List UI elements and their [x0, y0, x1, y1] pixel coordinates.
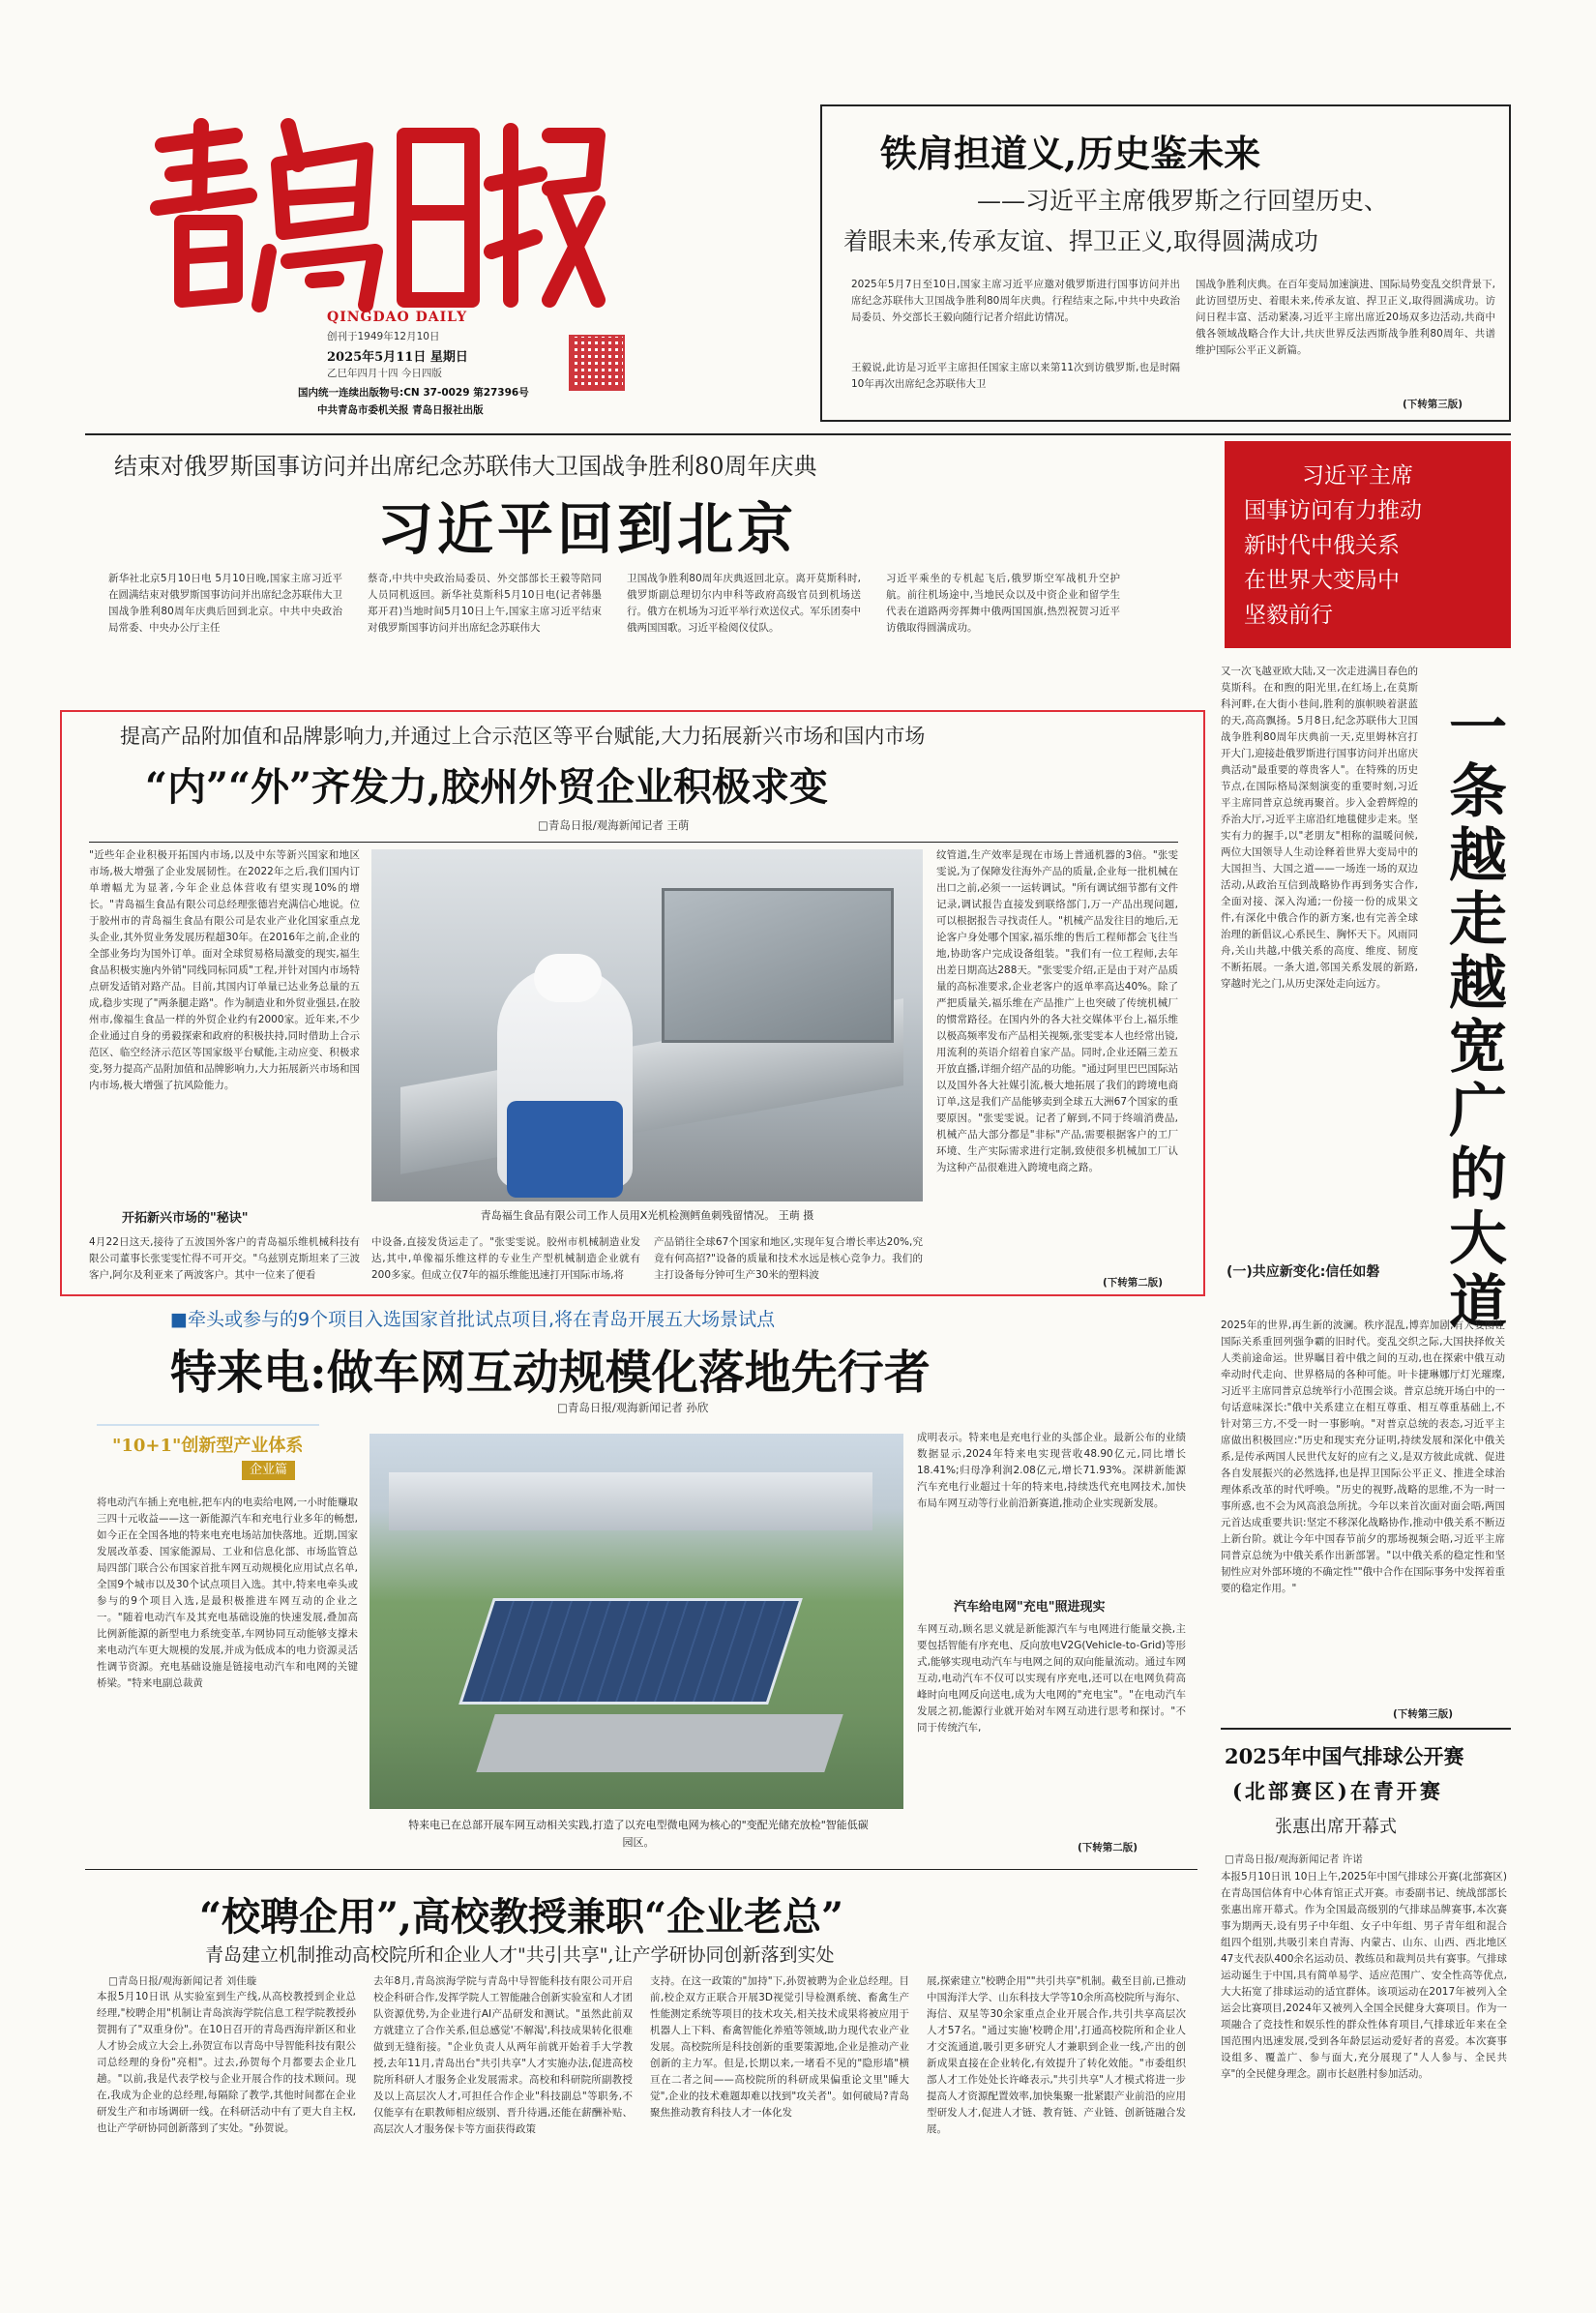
lead-col-3: 卫国战争胜利80周年庆典返回北京。离开莫斯科时,俄罗斯副总理切尔内申科等政府高级官员到机场送行。俄方在机场为习近平举行欢送仪式。军乐团奏中俄两国国歌。习近平检阅仪仗队。: [627, 573, 861, 634]
photo-parking-lot: [476, 1714, 842, 1772]
commentary-box-title: [1244, 459, 1505, 633]
commentary-vertical-title[interactable]: 一条越走越宽广的大道: [1439, 697, 1507, 1335]
tld-left-text: 将电动汽车插上充电桩,把车内的电卖给电网,一小时能赚取三四十元收益——这一新能源汽车和充电行业多年的畅想,如今正在全国各地的特来电充电场站加快落地。近期,国家发展改革委、国家能源局、工业和信息化部、市场监管总局四部门联合公布国家首批车网互动规模化应用试点名单,全国9个城市以及30个试点项目入选。其中,特来电牵头或参与的9个项目入选,是最积极推进车网互动的企业之一。"随着电动汽车及其充电基础设施的快速发展,叠加高比例新能源的新型电力系统变革,车网协同互动能够支撑未来电动汽车更大规模的发展,并成为低成本的电力资源灵活性调节资源。充电基础设施是链接电动汽车和电网的关键桥梁。"特来电副总裁黄: [97, 1497, 358, 1689]
tld-jump[interactable]: (下转第二版): [1078, 1842, 1138, 1853]
commentary-jump[interactable]: (下转第三版): [1393, 1708, 1454, 1720]
feature-section-title: 开拓新兴市场的"秘诀": [122, 1211, 249, 1226]
commentary-box-line: 习近平主席: [1302, 463, 1413, 489]
tld-photo-caption: 特来电已在总部开展车网互动相关实践,打造了以充电型微电网为核心的"变配光储充放检"智能低碳园区。: [408, 1819, 869, 1849]
feature-rule: [89, 842, 1178, 843]
university-col-1: 本报5月10日讯 从实验室到生产线,从高校教授到企业总经理,"校聘企用"机制让青岛滨海学院信息工程学院教授孙贺拥有了"双重身份"。在10日召开的青岛西海岸新区和业人才协会成立大会上,孙贺宣布以青岛中导智能科技有限公司总经理的身份"亮相"。过去,孙贺每个月都要去企业几趟。"以前,我是代表学校与企业开展合作的技术顾问。现在,我成为企业的总经理,每隔除了教学,其他时间都在企业研发生产和市场调研一线。在科研活动中有了更大自主权,也让产学研协同创新落到了实处。"孙贺说。: [97, 1991, 356, 2134]
tld-photo[interactable]: [369, 1434, 903, 1809]
top-story-subhead-1: ——习近平主席俄罗斯之行回望历史、: [977, 187, 1389, 215]
feature-kicker: 提高产品附加值和品牌影响力,并通过上合示范区等平台赋能,大力拓展新兴市场和国内市场: [120, 725, 926, 748]
feature-mid-text-2: 产品销往全球67个国家和地区,实现年复合增长率达20%,究竟有何高招?"设备的质量和技术水远是核心竞争力。我们的主打设备每分钟可生产30米的塑料波: [654, 1236, 923, 1281]
photo-apron: [507, 1101, 623, 1198]
masthead-logo-text: [85, 106, 89, 107]
top-story-box: [820, 104, 1511, 422]
volleyball-headline-1[interactable]: 2025年中国气排球公开赛: [1225, 1744, 1464, 1768]
top-story-col-1b: 王毅说,此访是习近平主席担任国家主席以来第11次到访俄罗斯,也是时隔10年再次出席纪念苏联伟大卫: [851, 362, 1180, 390]
commentary-box[interactable]: [1225, 441, 1511, 648]
feature-mid-text: 中设备,直接发货运走了。"张雯雯说。胶州市机械制造业发达,其中,单像福乐维这样的专业生产型机械制造企业就有200多家。但成立仅7年的福乐维能迅速打开国际市场,将: [371, 1236, 640, 1281]
logo-brushstroke-icon: [143, 106, 607, 319]
tld-headline[interactable]: 特来电:做车网互动规模化落地先行者: [170, 1346, 931, 1400]
feature-photo[interactable]: [371, 849, 923, 1201]
volleyball-sub: 张惠出席开幕式: [1275, 1817, 1397, 1837]
feature-headline[interactable]: “内”“外”齐发力,胶州外贸企业积极求变: [145, 764, 828, 810]
qr-code[interactable]: [569, 335, 625, 391]
tld-right-text: 成明表示。特来电是充电行业的头部企业。最新公布的业绩数据显示,2024年特来电实现营收48.90亿元,同比增长18.41%;归母净利润2.08亿元,增长71.93%。深耕新能源汽车充电行业超过十年的特来电,持续迭代充电网技术,加快布局车网互动等行业前沿新赛道,推动企业实现新发展。: [917, 1432, 1186, 1509]
volleyball-rule: [1221, 1728, 1511, 1730]
university-col-2: 去年8月,青岛滨海学院与青岛中导智能科技有限公司开启校企科研合作,发挥学院人工智能融合创新实验室和人才团队资源优势,为企业进行AI产品研发和测试。"虽然此前双方就建立了合作关系,但总感觉'不解渴',科技成果转化很难做到无缝衔接。"企业负责人从两年前就开始着手大学教授,去年11月,青岛出台"共引共享"人才实施办法,促进高校院所科研人才服务企业发展需求。高校和科研院所副教授及以上高层次人才,可担任合作企业"科技副总"等职务,不仅能享有在职教师相应级别、晋升待遇,还能在薪酬补贴、高层次人才服务保卡等方面获得政策: [373, 1975, 633, 2135]
photo-worker-cap: [534, 954, 602, 1002]
commentary-box-line: 坚毅前行: [1244, 603, 1333, 628]
top-story-headline[interactable]: 铁肩担道义,历史鉴未来: [880, 132, 1261, 175]
commentary-col-a: 又一次飞越亚欧大陆,又一次走进满目春色的莫斯科。在和煦的阳光里,在红场上,在莫斯科河畔,在大街小巷间,胜利的旗帜映着湛蓝的天,高高飘扬。5月8日,纪念苏联伟大卫国战争胜利80周年庆典前一天,克里姆林宫打开大门,迎接赴俄罗斯进行国事访问并出席庆典活动"最重要的尊贵客人"。在特殊的历史节点,在国际格局深刻演变的重要时刻,习近平主席同普京总统再聚首。步入金碧辉煌的乔治大厅,习近平主席沿红地毯健步走来。坚实有力的握手,以"老朋友"相称的温暖问候,两位大国领导人生动诠释着世界大变局中的大国担当、大国之道——一场连一场的双边活动,从政治互信到战略协作再到务实合作,全面对接、深入沟通;一份接一份的成果文件,有深化中俄合作的新方案,也有完善全球治理的新倡议,心系民生、胸怀天下。风雨同舟,关山共越,中俄关系的高度、维度、韧度不断拓展。一条大道,邻国关系发展的新路,穿越时光之门,从历史深处走向远方。: [1221, 666, 1418, 990]
tld-right-text-2: 车网互动,顾名思义就是新能源汽车与电网进行能量交换,主要包括智能有序充电、反向放电V2G(Vehicle-to-Grid)等形式,能够实现电动汽车与电网之间的双向能量流动。通过车网互动,电动汽车不仅可以实现有序充电,还可以在电网负荷高峰时向电网反向送电,成为大电网的"充电宝"。"在电动汽车发展之初,能源行业就开始对车网互动进行思考和探讨。"不同于传统汽车,: [917, 1623, 1186, 1734]
top-story-col-2: 国战争胜利庆典。在百年变局加速演进、国际局势变乱交织背景下,此访回望历史、着眼未来,传承友谊、捍卫正义,取得圆满成功。访问日程丰富、活动紧凑,习近平主席出席近20场双多边活动,共商中俄各领域战略合作大计,共庆世界反法西斯战争胜利80周年、共谱维护国际公平正义新篇。: [1196, 279, 1495, 356]
lead-col-1: 新华社北京5月10日电 5月10日晚,国家主席习近平在圆满结束对俄罗斯国事访问并出席纪念苏联伟大卫国战争胜利80周年庆典后回到北京。中共中央政治局常委、中央办公厅主任: [108, 573, 342, 634]
tld-tag: [97, 1424, 319, 1482]
masthead-issn: 国内统一连续出版物号:CN 37-0029 第27396号: [298, 387, 529, 399]
masthead-lunar: 乙巳年四月十四 今日四版: [327, 368, 442, 379]
top-story-jump[interactable]: (下转第三版): [1403, 399, 1463, 410]
university-byline: □青岛日报/观海新闻记者 刘佳璇: [108, 1975, 257, 1987]
newspaper-logo: [143, 106, 607, 319]
volleyball-byline: □青岛日报/观海新闻记者 许诺: [1225, 1853, 1363, 1865]
lead-kicker: 结束对俄罗斯国事访问并出席纪念苏联伟大卫国战争胜利80周年庆典: [114, 453, 817, 480]
lead-col-4: 习近平乘坐的专机起飞后,俄罗斯空军战机升空护航。前往机场途中,当地民众以及中资企业和留学生代表在道路两旁挥舞中俄两国国旗,热烈祝贺习近平访俄取得圆满成功。: [886, 573, 1120, 634]
commentary-box-line: 国事访问有力推动: [1244, 498, 1422, 523]
commentary-section: (一)共应新变化:信任如磐: [1227, 1264, 1380, 1280]
volleyball-text: 本报5月10日讯 10日上午,2025年中国气排球公开赛(北部赛区)在青岛国信体育中心体育馆正式开赛。市委副书记、统战部部长张惠出席开幕式。作为全国最高级别的气排球品牌赛事,本次赛事为期两天,设有男子中年组、女子中年组、男子青年组和混合组四个组别,共吸引来自青海、内蒙古、山东、山西、西北地区47支代表队400余名运动员、教练员和裁判员共有赛事。气排球运动诞生于中国,具有简单易学、适应范围广、安全性高等优点,大大拓宽了排球运动的适宜群体。该项运动在2017年被列入全运会比赛项目,2024年又被列入全国全民健身大赛项目。作为一项融合了竞技性和娱乐性的群众性体育项目,气排球近年来在全国范围内迅速发展,受到各年龄层运动爱好者的喜爱。本次赛事设组多、覆盖广、参与面大,充分展现了"人人参与、全民共享"的全民健身理念。副市长赵胜村参加活动。: [1221, 1871, 1507, 2080]
feature-left-text-2: 4月22日这天,接待了五波国外客户的青岛福乐维机械科技有限公司董事长张雯雯忙得不可开交。"乌兹别克斯坦来了三波客户,阿尔及利亚来了两波客户。其中一位来了便看: [89, 1236, 360, 1281]
lead-col-2: 蔡奇,中共中央政治局委员、外交部部长王毅等陪同人员同机返回。新华社莫斯科5月10日电(记者韩墨 郑开君)当地时间5月10日上午,国家主席习近平结束对俄罗斯国事访问并出席纪念苏联伟大: [368, 573, 602, 634]
top-story-col-1: 2025年5月7日至10日,国家主席习近平应邀对俄罗斯进行国事访问并出席纪念苏联伟大卫国战争胜利80周年庆典。行程结束之际,中共中央政治局委员、外交部长王毅向随行记者介绍此访情况。: [851, 279, 1180, 323]
tld-byline: □青岛日报/观海新闻记者 孙欣: [557, 1401, 709, 1414]
top-story-subhead-2: 着眼未来,传承友谊、捍卫正义,取得圆满成功: [843, 227, 1318, 255]
feature-byline: □青岛日报/观海新闻记者 王萌: [538, 818, 690, 832]
university-sub: 青岛建立机制推动高校院所和企业人才"共引共享",让产学研协同创新落到实处: [205, 1944, 835, 1966]
masthead-publisher: 中共青岛市委机关报 青岛日报社出版: [317, 404, 484, 416]
top-rule: [85, 433, 1511, 435]
masthead: [85, 106, 627, 464]
tld-section-title: 汽车给电网"充电"照进现实: [954, 1600, 1106, 1615]
tld-tag-title: "10+1"创新型产业体系: [112, 1436, 304, 1456]
masthead-pinyin: QINGDAO DAILY: [327, 310, 468, 325]
photo-solar-canopy: [458, 1598, 803, 1705]
university-col-4: 展,探索建立"校聘企用""共引共享"机制。截至目前,已推动中国海洋大学、山东科技大学等10余所高校院所与海尔、海信、双星等30余家重点企业开展合作,共引共享高层次人才57名。"通过实施'校聘企用',打通高校院所和企业人才交流通道,吸引更多研究人才兼职到企业一线,产出的创新成果直接在企业转化,有效提升了转化效能。"市委组织部人才工作处处长许峰表示,"共引共享"人才模式将进一步提高人才资源配置效率,加快集聚一批紧跟产业前沿的应用型研发人才,促进人才链、教育链、产业链、创新链融合发展。: [927, 1975, 1186, 2135]
photo-xray-machine: [662, 888, 894, 1043]
masthead-founded: 创刊于1949年12月10日: [327, 331, 440, 342]
photo-building: [389, 1472, 872, 1530]
feature-left-text: "近些年企业积极开拓国内市场,以及中东等新兴国家和地区市场,极大增强了企业发展韧性。在2022年之后,我们国内订单增幅尤为显著,今年企业总体营收有望实现10%的增长。"青岛福生食品有限公司总经理张德岩充满信心地说。位于胶州市的青岛福生食品有限公司是农业产业化国家重点龙头企业,其外贸业务发展历程超30年。在2016年之前,企业的全部业务均为国外订单。面对全球贸易格局激变的现实,福生食品积极实施内外销"同线同标同质"工程,并针对国内市场特点研发适销对路产品。目前,其国内订单量已达业务总量的五成,稳步实现了"两条腿走路"。作为制造业和外贸业强县,在胶州市,像福生食品一样的外贸企业约有2000家。近年来,不少企业通过自身的勇毅探索和政府的积极扶持,同时借助上合示范区、临空经济示范区等国家级平台赋能,主动应变、积极求变,努力提高产品附加值和品牌影响力,大力拓展新兴市场和国内市场,极大增强了抗风险能力。: [89, 849, 360, 1091]
mid-rule: [85, 1869, 1197, 1870]
commentary-box-line: 在世界大变局中: [1244, 568, 1400, 593]
university-headline[interactable]: “校聘企用”,高校教授兼职“企业老总”: [199, 1894, 843, 1940]
feature-jump[interactable]: (下转第二版): [1103, 1277, 1164, 1289]
feature-right-text: 纹管道,生产效率是现在市场上普通机器的3倍。"张雯雯说,为了保障发往海外产品的质量,企业每一批机械在出口之前,必须一一运转调试。"所有调试细节都有文件记录,调试报告直接发到联络部门,万一产品出现问题,可以根据报告寻找责任人。"机械产品发往目的地后,无论客户身处哪个国家,福乐维的售后工程师都会飞往当地,协助客户完成设备组装。"我们有一位工程师,去年出差日期高达288天。"张雯雯介绍,正是由于对产品质量的高标准要求,企业老客户的返单率高达40%。除了严把质量关,福乐维在产品推广上也突破了传统机械厂的惯常路径。在国内外的各大社交媒体平台上,福乐维以极高频率发布产品相关视频,张雯雯本人也经常出镜,用流利的英语介绍着自家产品。同时,企业还隔三差五开放直播,详细介绍产品的功能。"通过阿里巴巴国际站以及国外各大社媒引流,极大地拓展了我们的跨境电商订单,这是我们产品能够卖到全球五大洲67个国家的重要原因。"张雯雯说。记者了解到,不同于终端消费品,机械产品大部分都是"非标"产品,需要根据客户的工厂环境、生产实际需求进行定制,致使很多机械加工厂认为这种产品很难进入跨境电商之路。: [936, 849, 1178, 1173]
commentary-box-line: 新时代中俄关系: [1244, 533, 1400, 558]
tld-kicker: ■牵头或参与的9个项目入选国家首批试点项目,将在青岛开展五大场景试点: [170, 1309, 776, 1330]
lead-headline[interactable]: 习近平回到北京: [377, 496, 798, 562]
university-col-3: 支持。在这一政策的"加持"下,孙贺被聘为企业总经理。目前,校企双方正联合开展3D视觉引导检测系统、畜禽生产性能测定系统等项目的技术攻关,相关技术成果将被应用于机器人上下料、畜禽智能化养殖等领域,助力现代农业产业发展。高校院所是科技创新的重要策源地,企业是推动产业创新的主力军。但是,长期以来,一堵看不见的"隐形墙"横亘在二者之间——高校院所的科研成果偏重论文里"睡大觉",企业的技术难题却难以找到"攻关者"。如何破局?青岛聚焦推动教育科技人才一体化发: [650, 1975, 909, 2119]
masthead-date: 2025年5月11日 星期日: [327, 350, 468, 365]
commentary-col-b: 2025年的世界,再生新的波澜。秩序混乱,博弈加剧,有人妄图让国际关系重回列强争霸的旧时代。变乱交织之际,大国抉择攸关人类前途命运。世界瞩目着中俄之间的互动,也在探索中俄互动牵动时代走向、世界格局的各种可能。叶卡捷琳娜厅灯光璀璨,习近平主席同普京总统举行小范围会谈。普京总统开场白中的一句话意味深长:"俄中关系建立在相互尊重、相互尊重基础上,不针对第三方,不受一时一事影响。"对普京总统的表态,习近平主席做出积极回应:"历史和现实充分证明,持续发展和深化中俄关系,是传承两国人民世代友好的应有之义,是双方彼此成就、促进各自发展振兴的必然选择,也是捍卫国际公平正义、推进全球治理体系改革的时代呼唤。"历史的视野,战略的思维,不为一时一事所惑,也不会为风高浪急所扰。今年以来首次面对面会晤,两国元首达成重要共识:坚定不移深化战略协作,推动中俄关系不断迈上新台阶。就让今年中国春节前夕的那场视频会晤,习近平主席同普京总统为中俄关系作出新部署。"以中俄关系的稳定性和坚韧性应对外部环境的不确定性""俄中合作在国际事务中发挥着重要的稳定作用。": [1221, 1320, 1505, 1594]
tld-tag-badge: 企业篇: [242, 1461, 295, 1480]
volleyball-headline-2[interactable]: (北部赛区)在青开赛: [1232, 1779, 1443, 1803]
feature-photo-caption: 青岛福生食品有限公司工作人员用X光机检测鳕鱼刺残留情况。 王萌 摄: [480, 1209, 814, 1222]
